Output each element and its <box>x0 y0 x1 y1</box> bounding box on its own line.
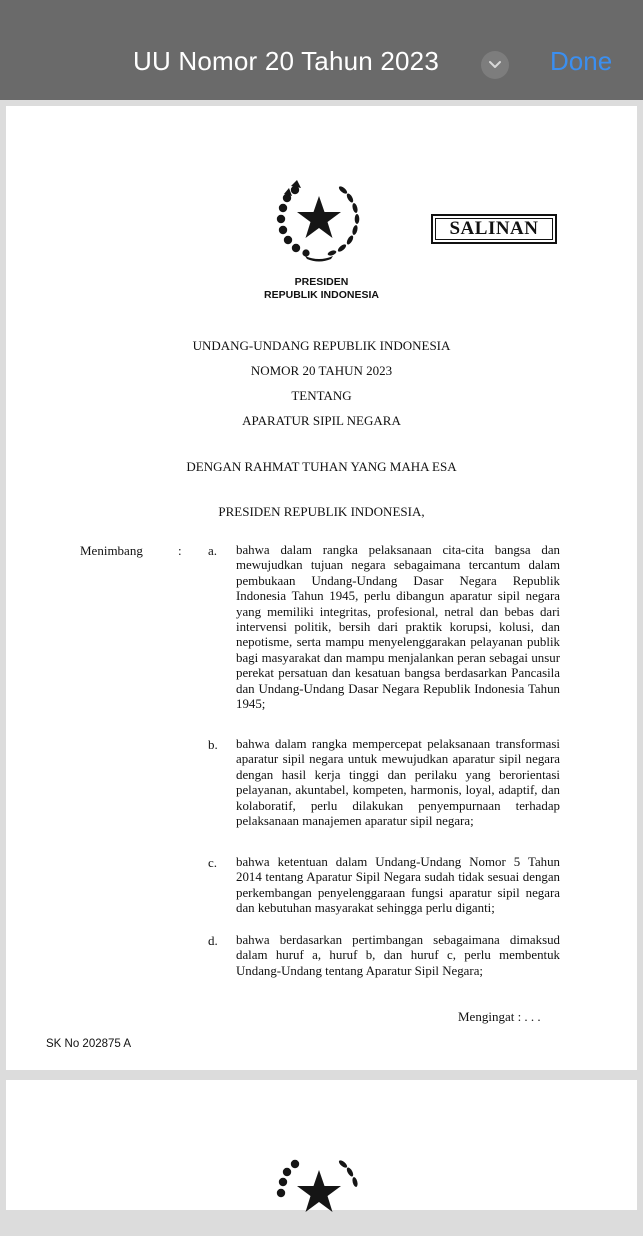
law-heading-line-4: APARATUR SIPIL NEGARA <box>242 413 401 428</box>
issuer-line: PRESIDEN REPUBLIK INDONESIA, <box>218 504 425 519</box>
item-c-letter: c. <box>208 855 218 870</box>
law-heading-line-2: NOMOR 20 TAHUN 2023 <box>250 363 393 378</box>
item-d-letter: d. <box>208 933 218 948</box>
item-b-letter: b. <box>208 737 218 752</box>
item-b-text: bahwa dalam rangka mempercepat pelaksanaan transformasi aparatur sipil negara untuk mewujudkan aparatur sipil negara dengan hasil kerja tinggi dan perilaku yang berorientasi pelayanan, akuntabel, kompeten, harmonis, loyal, adaptif, dan kolaboratif, perlu dilakukan penyempurnaan terhadap pelaksanaan manajemen aparatur sipil negara; <box>236 737 560 829</box>
menimbang-label: Menimbang <box>80 543 143 558</box>
garuda-star-emblem-icon <box>275 176 365 262</box>
done-button[interactable]: Done <box>550 46 613 76</box>
president-emblem-label <box>6 276 637 302</box>
footer-code: SK No 202875 A <box>46 1038 132 1050</box>
document-page-1 <box>6 106 637 1070</box>
chevron-down-icon[interactable] <box>481 51 509 79</box>
menimbang-colon: : <box>178 543 182 558</box>
law-heading-line-1: UNDANG-UNDANG REPUBLIK INDONESIA <box>192 338 451 353</box>
item-d-text: bahwa berdasarkan pertimbangan sebagaimana dimaksud dalam huruf a, huruf b, dan huruf c, perlu membentuk Undang-Undang tentang Aparatur Sipil Negara; <box>236 933 560 978</box>
law-heading-line-3: TENTANG <box>291 388 352 403</box>
president-line-1: PRESIDEN <box>294 276 349 288</box>
document-title[interactable]: UU Nomor 20 Tahun 2023 <box>133 46 439 76</box>
president-line-2: REPUBLIK INDONESIA <box>264 289 379 301</box>
invocation: DENGAN RAHMAT TUHAN YANG MAHA ESA <box>186 459 457 474</box>
document-page-2 <box>6 1080 637 1210</box>
viewer-toolbar <box>0 0 643 100</box>
item-c-text: bahwa ketentuan dalam Undang-Undang Nomor 5 Tahun 2014 tentang Aparatur Sipil Negara sudah tidak sesuai dengan perkembangan penyelenggaraan fungsi aparatur sipil negara dan kebutuhan masyarakat sehingga perlu diganti; <box>236 855 560 916</box>
garuda-star-emblem-icon <box>275 1150 365 1236</box>
item-a-letter: a. <box>208 543 218 558</box>
salinan-stamp: SALINAN <box>431 214 557 244</box>
continuation-marker: Mengingat : . . . <box>458 1009 541 1024</box>
item-a-text: bahwa dalam rangka pelaksanaan cita-cita bangsa dan mewujudkan tujuan negara sebagaimana tercantum dalam pembukaan Undang-Undang Dasar Negara Republik Indonesia Tahun 1945, perlu dibangun aparatur sipil negara yang memiliki integritas, profesional, netral dan bebas dari intervensi politik, bersih dari praktik korupsi, kolusi, dan nepotisme, serta mampu menyelenggarakan pelayanan publik bagi masyarakat dan mampu menjalankan peran sebagai unsur perekat persatuan dan kesatuan bangsa berdasarkan Pancasila dan Undang-Undang Dasar Negara Republik Indonesia Tahun 1945; <box>236 543 560 712</box>
